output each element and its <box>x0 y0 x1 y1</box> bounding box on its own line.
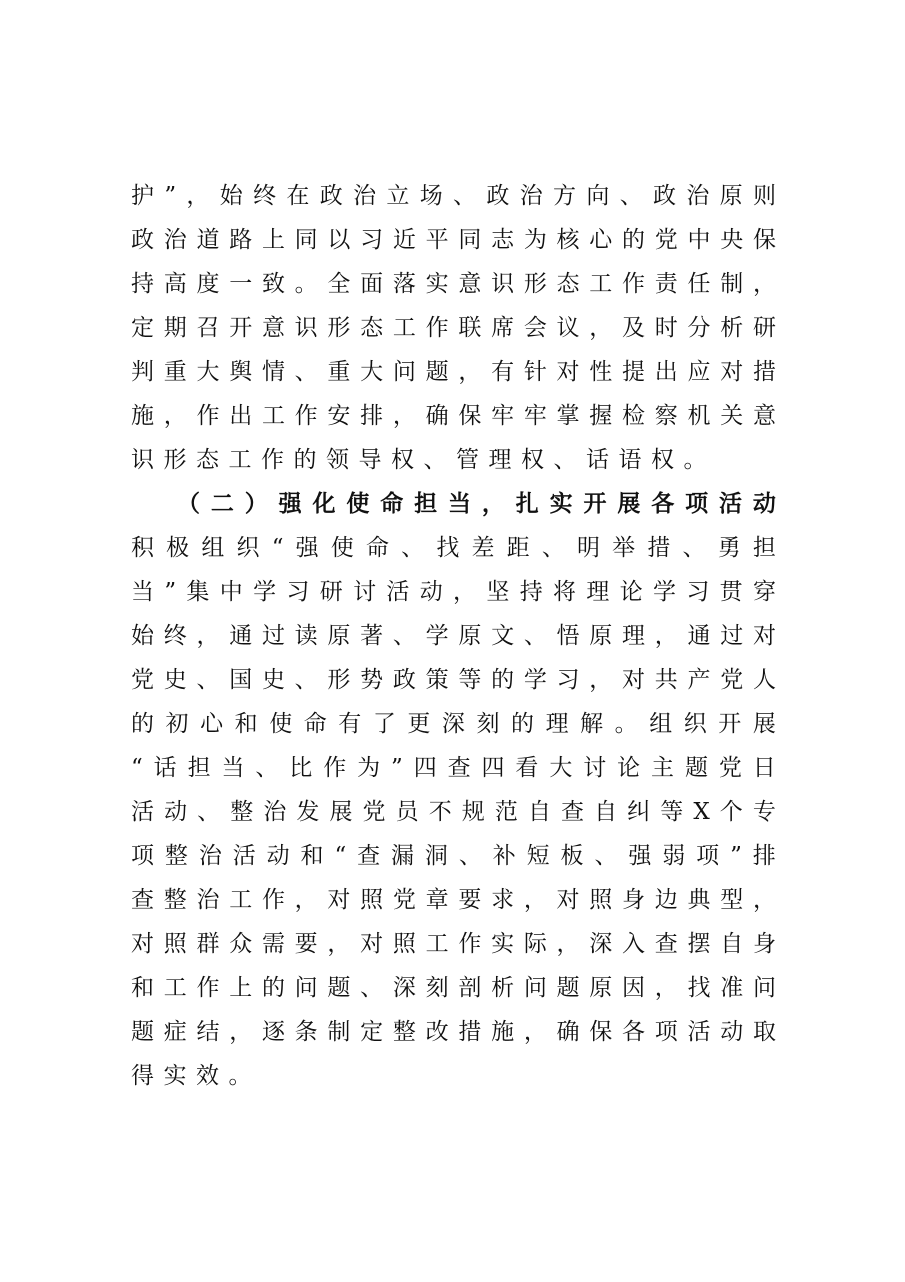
text-line: 始 终 ， 通 过 读 原 著 、 学 原 文 、 悟 原 理 ， 通 过 对 <box>131 623 776 649</box>
text-line: 识形态工作的领导权、管理权、话语权。 <box>131 447 716 473</box>
text-line: 定 期 召 开 意 识 形 态 工 作 联 席 会 议 ， 及 时 分 析 研 <box>131 315 776 341</box>
text-line: 项 整 治 活 动 和 “ 查 漏 洞 、 补 短 板 、 强 弱 项 ” 排 <box>131 843 776 869</box>
text-line: 判 重 大 舆 情 、 重 大 问 题 ， 有 针 对 性 提 出 应 对 措 <box>131 359 776 385</box>
text-line: 题 症 结 ， 逐 条 制 定 整 改 措 施 ， 确 保 各 项 活 动 取 <box>131 1019 776 1045</box>
text-line: 活 动 、 整 治 发 展 党 员 不 规 范 自 查 自 纠 等 X 个 专 <box>131 799 776 825</box>
text-line: 政 治 道 路 上 同 以 习 近 平 同 志 为 核 心 的 党 中 央 保 <box>131 227 776 253</box>
text-line: 施 ， 作 出 工 作 安 排 ， 确 保 牢 牢 掌 握 检 察 机 关 意 <box>131 403 776 429</box>
text-line: 查 整 治 工 作 ， 对 照 党 章 要 求 ， 对 照 身 边 典 型 ， <box>131 887 776 913</box>
text-line: 得实效。 <box>131 1063 261 1089</box>
text-line: 护 ” ， 始 终 在 政 治 立 场 、 政 治 方 向 、 政 治 原 则 <box>131 183 776 209</box>
text-line: 对 照 群 众 需 要 ， 对 照 工 作 实 际 ， 深 入 查 摆 自 身 <box>131 931 776 957</box>
text-line: 当 ” 集 中 学 习 研 讨 活 动 ， 坚 持 将 理 论 学 习 贯 穿 <box>131 579 776 605</box>
text-line: 持 高 度 一 致 。 全 面 落 实 意 识 形 态 工 作 责 任 制 ， <box>131 271 776 297</box>
section-heading: （ 二 ） 强 化 使 命 担 当 ， 扎 实 开 展 各 项 活 动 <box>177 490 776 517</box>
text-line: 党 史 、 国 史 、 形 势 政 策 等 的 学 习 ， 对 共 产 党 人 <box>131 667 776 693</box>
text-line: 积 极 组 织 “ 强 使 命 、 找 差 距 、 明 举 措 、 勇 担 <box>131 535 776 561</box>
text-line: 的 初 心 和 使 命 有 了 更 深 刻 的 理 解 。 组 织 开 展 <box>131 711 776 737</box>
text-line: 和 工 作 上 的 问 题 、 深 刻 剖 析 问 题 原 因 ， 找 准 问 <box>131 975 776 1001</box>
text-line: “ 话 担 当 、 比 作 为 ” 四 查 四 看 大 讨 论 主 题 党 日 <box>131 755 776 781</box>
